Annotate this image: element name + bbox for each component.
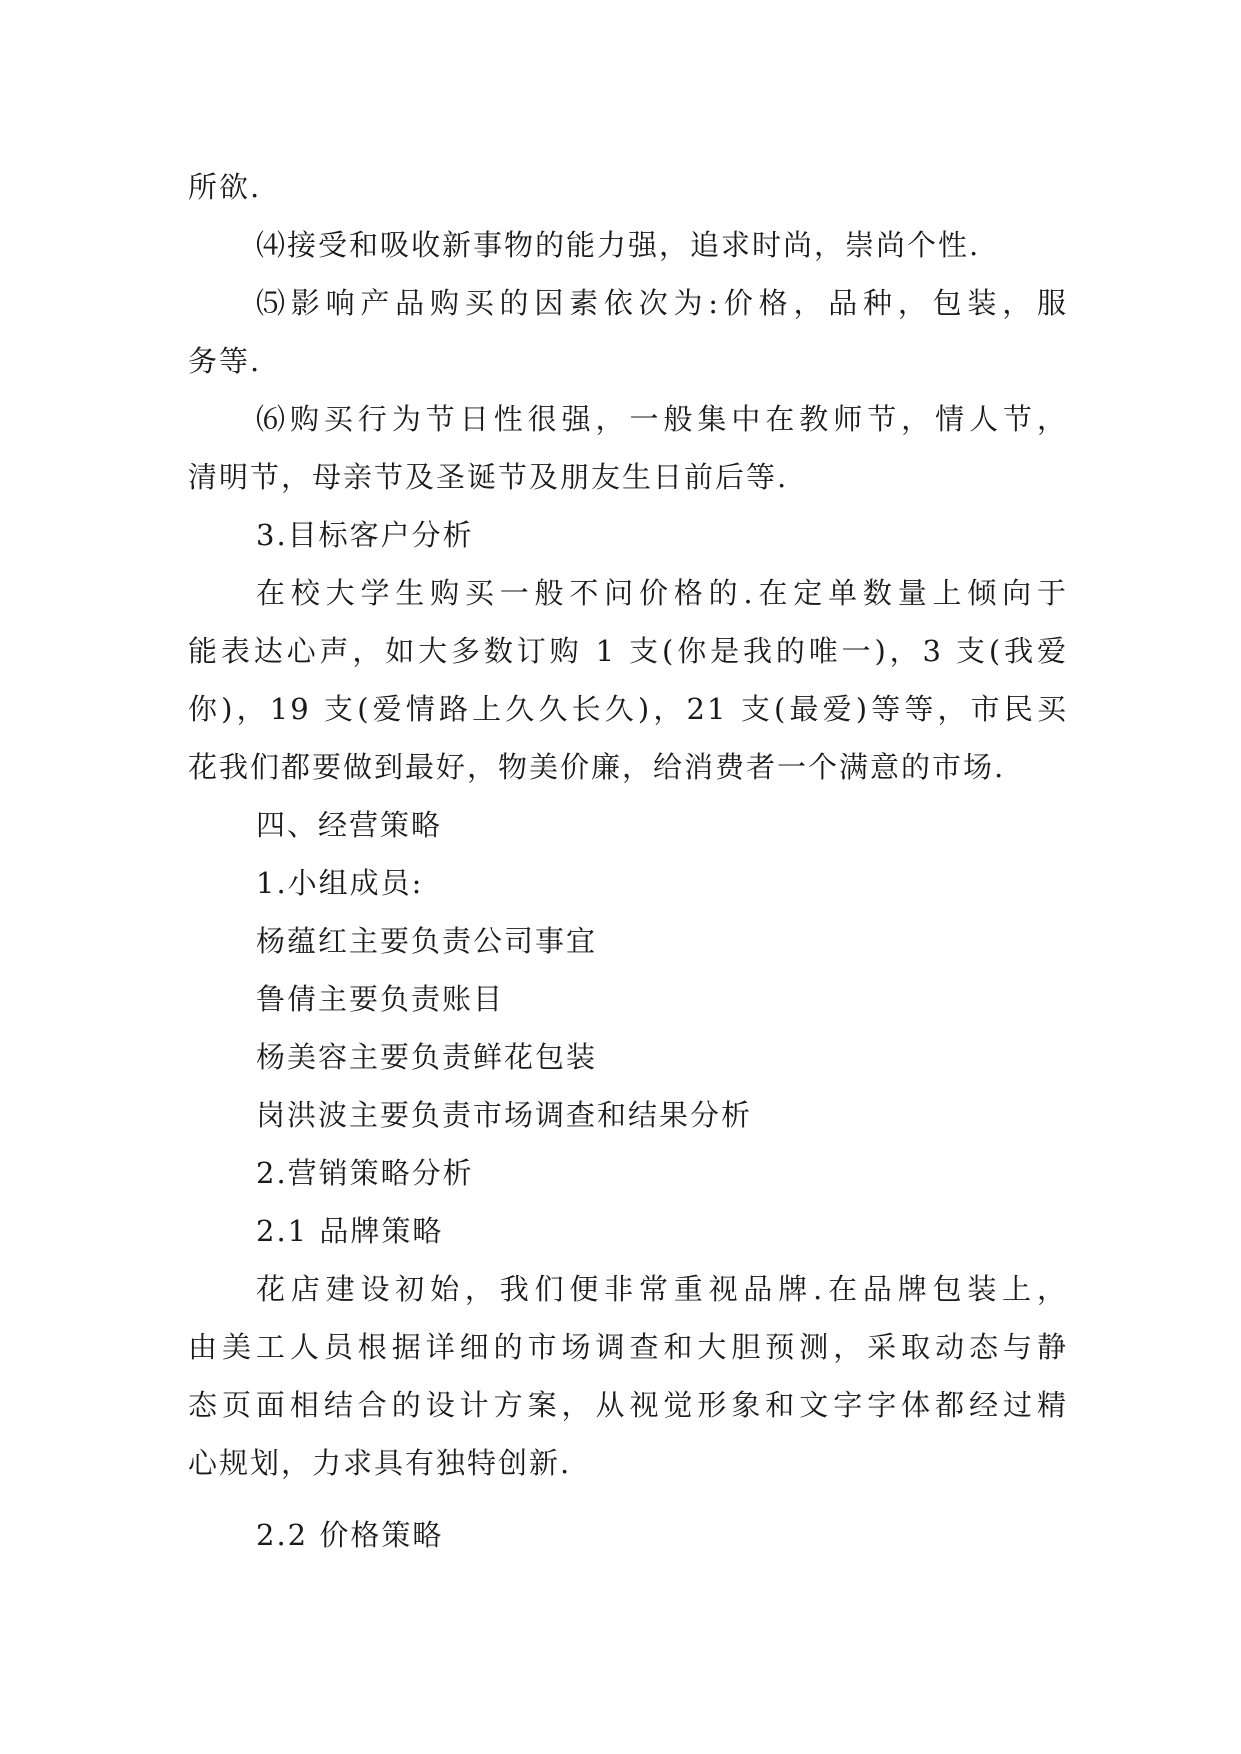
- section-heading: 1.小组成员:: [256, 866, 424, 900]
- section-heading: 2.2 价格策略: [256, 1518, 444, 1552]
- section-heading: 2.1 品牌策略: [256, 1214, 444, 1248]
- paragraph-line: 你)，19 支(爱情路上久久长久)，21 支(最爱)等等，市民买: [188, 692, 1068, 726]
- paragraph-line: 心规划，力求具有独特创新.: [188, 1446, 572, 1480]
- paragraph-line: 花我们都要做到最好，物美价廉，给消费者一个满意的市场.: [188, 750, 1006, 784]
- section-heading: 3.目标客户分析: [256, 518, 474, 552]
- section-heading: 2.营销策略分析: [256, 1156, 474, 1190]
- member-line: 鲁倩主要负责账目: [256, 982, 505, 1016]
- paragraph-line: 所欲.: [188, 170, 262, 204]
- paragraph-line: 花店建设初始，我们便非常重视品牌.在品牌包装上，: [256, 1272, 1068, 1306]
- list-item: ⑹购买行为节日性很强，一般集中在教师节，情人节，: [256, 402, 1068, 436]
- member-line: 杨美容主要负责鲜花包装: [256, 1040, 598, 1074]
- member-line: 杨蕴红主要负责公司事宜: [256, 924, 598, 958]
- paragraph-line: 态页面相结合的设计方案，从视觉形象和文字字体都经过精: [188, 1388, 1068, 1422]
- paragraph-line: 在校大学生购买一般不问价格的.在定单数量上倾向于: [256, 576, 1068, 610]
- paragraph-line: 能表达心声，如大多数订购 1 支(你是我的唯一)，3 支(我爱: [188, 634, 1068, 668]
- member-line: 岗洪波主要负责市场调查和结果分析: [256, 1098, 753, 1132]
- paragraph-line: 由美工人员根据详细的市场调查和大胆预测，采取动态与静: [188, 1330, 1068, 1364]
- list-item: ⑸影响产品购买的因素依次为:价格，品种，包装，服: [256, 286, 1068, 320]
- spacer: [188, 1492, 1068, 1506]
- list-item: ⑷接受和吸收新事物的能力强，追求时尚，崇尚个性.: [256, 228, 981, 262]
- section-heading: 四、经营策略: [256, 808, 443, 842]
- paragraph-line: 务等.: [188, 344, 262, 378]
- document-page: [188, 158, 1068, 1564]
- paragraph-line: 清明节，母亲节及圣诞节及朋友生日前后等.: [188, 460, 789, 494]
